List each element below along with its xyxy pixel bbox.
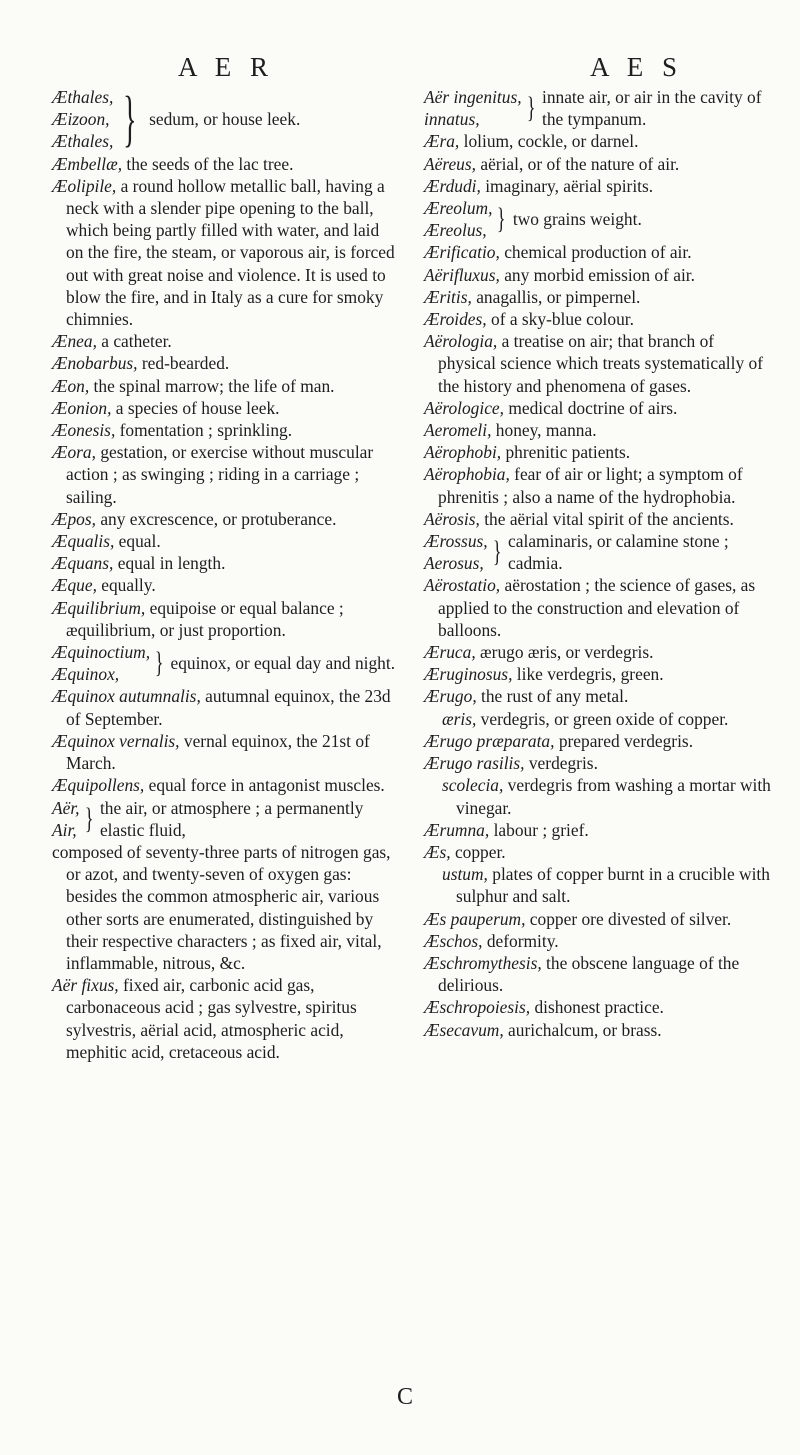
definition: the aërial vital spirit of the ancients. <box>479 508 734 529</box>
headword: Æs, <box>424 841 451 862</box>
dictionary-entry <box>424 730 772 752</box>
headword: Æquinoctium, <box>52 642 151 663</box>
dictionary-entry <box>424 908 772 930</box>
headword: Æque, <box>52 575 97 596</box>
dictionary-entry <box>424 819 772 841</box>
headword: Ærificatio, <box>424 242 500 263</box>
headword: Æquinox vernalis, <box>52 730 180 751</box>
right-column <box>424 86 772 1041</box>
headword: Æschos, <box>424 930 483 951</box>
headword: Aërifluxus, <box>424 264 500 285</box>
definition: equipoise or equal balance ; æquilibrium, or just proportion. <box>66 597 344 640</box>
dictionary-entry <box>52 508 397 530</box>
definition: vernal equinox, the 21st of March. <box>66 730 370 774</box>
definition: imaginary, aërial spirits. <box>480 175 654 196</box>
headword: Ænobarbus, <box>52 353 138 374</box>
dictionary-entry <box>424 264 772 286</box>
definition: of a sky-blue colour. <box>486 309 634 330</box>
definition: ærugo æris, or verdegris. <box>475 642 654 663</box>
headword: Aeromeli, <box>424 420 492 441</box>
dictionary-entry <box>424 308 772 330</box>
definition: verdegris. <box>524 753 598 774</box>
dictionary-entry <box>424 241 772 263</box>
headword: Æthales, <box>52 131 114 152</box>
definition: chemical production of air. <box>499 242 692 263</box>
definition: equinox, or equal day and night. <box>170 653 396 674</box>
dictionary-entry <box>424 641 772 663</box>
headword: innatus, <box>424 109 480 130</box>
headword: Æolipile, <box>52 175 117 196</box>
dictionary-entry <box>52 530 397 552</box>
dictionary-entry <box>424 663 772 685</box>
brace-glyph: } <box>154 646 164 680</box>
headword: Æonesis, <box>52 420 116 441</box>
dictionary-entry <box>424 175 772 197</box>
headword: Aërostatio, <box>424 575 501 596</box>
definition: fomentation ; sprinkling. <box>115 420 293 441</box>
headword: Æschromythesis, <box>424 952 542 973</box>
definition: deformity. <box>482 930 559 951</box>
headword: Aër ingenitus, <box>424 87 522 107</box>
dictionary-entry <box>424 441 772 463</box>
headword: Aërophobi, <box>424 442 502 463</box>
definition: autumnal equinox, the 23d of September. <box>66 686 391 729</box>
definition: equal force in antagonist muscles. <box>144 775 385 796</box>
definition: lolium, cockle, or darnel. <box>459 131 639 152</box>
headword: Air, <box>52 819 77 840</box>
definition: verdegris, or green oxide of copper. <box>476 708 729 729</box>
dictionary-entry <box>424 685 772 707</box>
running-head-left: A E R <box>178 52 275 82</box>
headword: Aëreus, <box>424 153 476 174</box>
definition: red-bearded. <box>137 353 230 374</box>
headword: Æquilibrium, <box>52 597 146 618</box>
dictionary-entry <box>52 419 397 441</box>
dictionary-entry <box>52 574 397 596</box>
headword: Ærossus, <box>424 531 488 552</box>
headword: Ærugo præparata, <box>424 730 555 751</box>
headword: æris, <box>442 708 477 729</box>
dictionary-entry <box>424 463 772 507</box>
headword: Æruginosus, <box>424 664 513 685</box>
headword: Aerosus, <box>424 553 484 574</box>
headword: Æora, <box>52 442 96 463</box>
grouped-entry <box>424 197 772 241</box>
headword: Æpos, <box>52 508 96 529</box>
brace-glyph: } <box>492 535 502 569</box>
headword: Æthales, <box>52 87 114 107</box>
definition: a treatise on air; that branch of physical science which treats systematically of the history and phenomena of gases. <box>438 331 763 396</box>
definition: a species of house leek. <box>111 397 280 418</box>
headword: Aërologice, <box>424 397 504 418</box>
brace-glyph: } <box>497 202 506 236</box>
brace-glyph: } <box>123 85 137 154</box>
dictionary-entry <box>52 175 397 330</box>
definition: composed of seventy-three parts of nitrogen gas, or azot, and twenty-seven of oxygen gas: besides the common atmospheric air, various other sorts are enumerated, distinguished by their respective characters ; as fixed air, vital, inflammable, nitrous, &c. <box>52 841 391 973</box>
definition: sedum, or house leek. <box>149 109 301 130</box>
grouped-entry <box>424 86 772 130</box>
definition: any excrescence, or protuberance. <box>95 508 337 529</box>
dictionary-entry <box>424 130 772 152</box>
headword: Æquinox, <box>52 664 120 685</box>
headword: ustum, <box>442 864 488 885</box>
dictionary-entry <box>424 508 772 530</box>
headword: Æquans, <box>52 553 114 574</box>
definition: calaminaris, or calamine stone ; cadmia. <box>508 531 729 574</box>
headword: Æra, <box>424 131 460 152</box>
brace-glyph: } <box>526 91 536 125</box>
grouped-entry <box>424 530 772 574</box>
headword: Æmbellæ, <box>52 153 123 174</box>
headword: Aërosis, <box>424 508 480 529</box>
definition: like verdegris, green. <box>512 664 664 685</box>
dictionary-entry <box>424 419 772 441</box>
headword: Æquinox autumnalis, <box>52 686 201 707</box>
headword: Ænea, <box>52 331 97 352</box>
dictionary-entry <box>52 397 397 419</box>
dictionary-entry <box>424 774 772 818</box>
definition: a catheter. <box>96 331 172 352</box>
definition: the obscene language of the delirious. <box>438 952 740 996</box>
headword: Æroides, <box>424 309 487 330</box>
headword: Ærugo, <box>424 686 477 707</box>
definition: equally. <box>96 575 156 596</box>
definition: medical doctrine of airs. <box>504 397 678 418</box>
headword: scolecia, <box>442 775 504 796</box>
definition: aurichalcum, or brass. <box>503 1019 662 1040</box>
definition: labour ; grief. <box>489 819 589 840</box>
headword: Aër, <box>52 797 80 818</box>
dictionary-entry <box>424 996 772 1018</box>
definition: aërostation ; the science of gases, as applied to the construction and elevation of balloons. <box>438 575 756 640</box>
dictionary-entry <box>424 952 772 996</box>
dictionary-entry <box>52 730 397 774</box>
dictionary-entry <box>424 1019 772 1041</box>
definition: copper. <box>450 841 506 862</box>
dictionary-entry <box>52 552 397 574</box>
definition: verdegris from washing a mortar with vinegar. <box>456 775 771 818</box>
grouped-entry <box>52 86 397 153</box>
definition: the spinal marrow; the life of man. <box>89 375 335 396</box>
dictionary-entry <box>424 330 772 397</box>
definition: aërial, or of the nature of air. <box>476 153 680 174</box>
dictionary-entry <box>52 375 397 397</box>
dictionary-entry <box>52 774 397 796</box>
headword: Æschropoiesis, <box>424 997 531 1018</box>
headword: Æsecavum, <box>424 1019 504 1040</box>
dictionary-entry <box>52 153 397 175</box>
definition: fixed air, carbonic acid gas, carbonaceous acid ; gas sylvestre, spiritus sylvestris, aërial acid, atmospheric acid, mephitic acid, cretaceous acid. <box>66 975 357 1062</box>
dictionary-entry <box>424 153 772 175</box>
headword: Aër fixus, <box>52 975 119 996</box>
dictionary-entry <box>52 685 397 729</box>
entry-continuation <box>52 841 397 974</box>
dictionary-entry <box>424 574 772 641</box>
grouped-entry <box>52 641 397 685</box>
dictionary-entry <box>52 330 397 352</box>
definition: gestation, or exercise without muscular action ; as swinging ; riding in a carriage ; sailing. <box>66 442 374 507</box>
dictionary-entry <box>424 841 772 863</box>
headword: Æonion, <box>52 397 112 418</box>
dictionary-entry <box>52 352 397 374</box>
definition: honey, manna. <box>491 420 597 441</box>
signature-mark: C <box>397 1384 414 1410</box>
definition: a round hollow metallic ball, having a neck with a slender pipe opening to the ball, which being partly filled with water, and laid on the fire, the steam, or vaporous air, is forced out with great noise and violence. It is used to blow the fire, and in Italy as a cure for smoky chimnies. <box>66 175 395 330</box>
headword: Æon, <box>52 375 90 396</box>
headword: Aërologia, <box>424 331 498 352</box>
dictionary-entry <box>424 930 772 952</box>
running-head-right: A E S <box>590 52 684 82</box>
dictionary-entry <box>52 441 397 508</box>
headword: Ærdudi, <box>424 175 481 196</box>
dictionary-entry <box>424 286 772 308</box>
dictionary-entry <box>424 397 772 419</box>
headword: Aërophobia, <box>424 464 510 485</box>
dictionary-entry <box>52 974 397 1063</box>
dictionary-entry <box>424 863 772 907</box>
headword: Æquipollens, <box>52 775 145 796</box>
definition: equal. <box>114 531 161 552</box>
definition: the rust of any metal. <box>476 686 629 707</box>
headword: Æruca, <box>424 642 476 663</box>
dictionary-entry <box>424 752 772 774</box>
headword: Æs pauperum, <box>424 908 526 929</box>
dictionary-entry <box>424 708 772 730</box>
definition: phrenitic patients. <box>501 442 631 463</box>
definition: fear of air or light; a symptom of phrenitis ; also a name of the hydrophobia. <box>438 464 743 507</box>
definition: anagallis, or pimpernel. <box>471 286 641 307</box>
definition: plates of copper burnt in a crucible with sulphur and salt. <box>456 864 770 907</box>
definition: the seeds of the lac tree. <box>122 153 294 174</box>
headword: Æizoon, <box>52 109 110 130</box>
definition: prepared verdegris. <box>554 730 694 751</box>
dictionary-entry <box>52 597 397 641</box>
definition: two grains weight. <box>512 209 642 230</box>
definition: the air, or atmosphere ; a permanently elastic fluid, <box>99 797 364 840</box>
headword: Æreolum, <box>424 198 493 219</box>
left-column <box>52 86 397 1063</box>
definition: any morbid emission of air. <box>499 264 695 285</box>
brace-glyph: } <box>84 801 94 835</box>
grouped-entry <box>52 797 397 841</box>
definition: dishonest practice. <box>530 997 664 1018</box>
headword: Æqualis, <box>52 531 115 552</box>
headword: Æreolus, <box>424 220 487 241</box>
headword: Æritis, <box>424 286 472 307</box>
definition: copper ore divested of silver. <box>525 908 732 929</box>
definition: innate air, or air in the cavity of the tympanum. <box>541 87 762 130</box>
headword: Ærugo rasilis, <box>424 753 525 774</box>
definition: equal in length. <box>113 553 226 574</box>
headword: Ærumna, <box>424 819 490 840</box>
